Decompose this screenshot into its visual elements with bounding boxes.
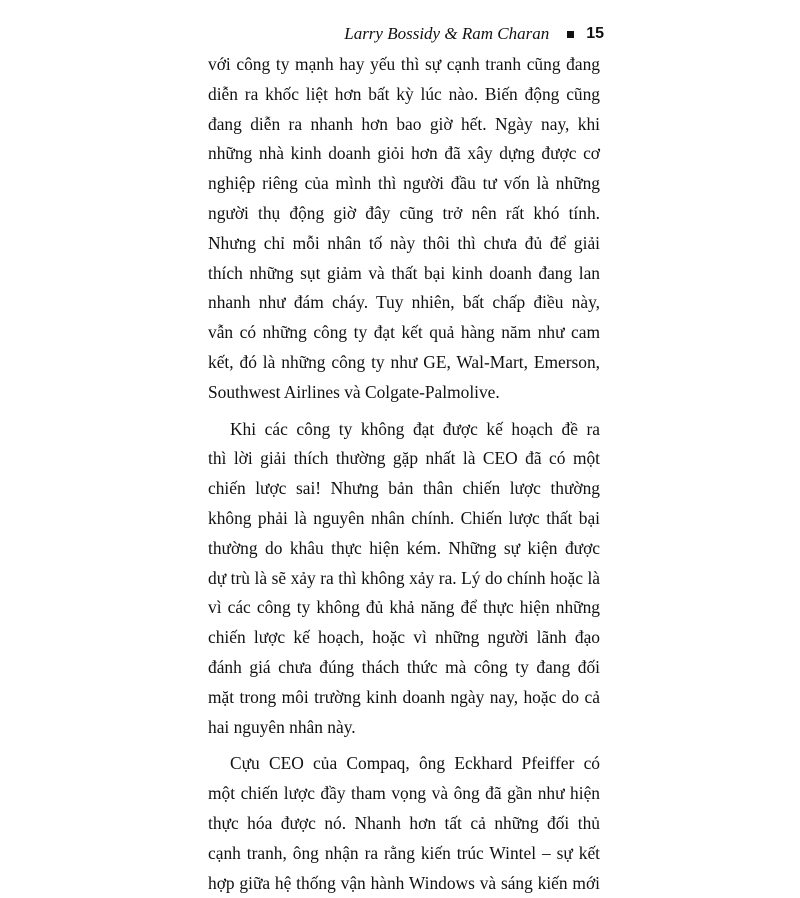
text-line: thích những sụt giảm và thất bại kinh doanh đang lan bbox=[208, 262, 600, 283]
text-line: với công ty mạnh hay yếu thì sự cạnh tranh cũng đang bbox=[208, 54, 600, 74]
text-line: Nhưng chỉ mỗi nhân tố này thôi thì chưa đủ để giải bbox=[208, 232, 600, 253]
text-line: chiến lược kế hoạch, hoặc vì những người lãnh đạo bbox=[208, 627, 600, 648]
text-line: thực hóa được nó. Nhanh hơn tất cả những đối thủ bbox=[208, 812, 600, 833]
paragraph-3 bbox=[208, 749, 600, 898]
text-line: thường do khâu thực hiện kém. Những sự kiện được bbox=[208, 537, 600, 558]
text-line: một chiến lược đầy tham vọng và ông đã gần như hiện bbox=[208, 783, 600, 804]
running-header bbox=[344, 22, 604, 46]
text-line: vì các công ty không đủ khả năng để thực hiện những bbox=[208, 597, 600, 618]
text-line: người thụ động giờ đây cũng trở nên rất khó tính. bbox=[208, 202, 600, 223]
text-line: đánh giá chưa đúng thách thức mà công ty đang đối bbox=[208, 656, 600, 677]
text-line: đang diễn ra nhanh hơn bao giờ hết. Ngày nay, khi bbox=[208, 113, 600, 134]
text-line: vẫn có những công ty đạt kết quả hàng năm như cam bbox=[208, 322, 600, 343]
text-line: mặt trong môi trường kinh doanh ngày nay, hoặc do cả bbox=[208, 686, 600, 707]
text-line: Khi các công ty không đạt được kế hoạch đề ra bbox=[230, 418, 600, 439]
body-text bbox=[208, 50, 600, 898]
text-line: Cựu CEO của Compaq, ông Eckhard Pfeiffer có bbox=[230, 753, 600, 774]
paragraph-spacing bbox=[208, 742, 600, 749]
text-line: nghiệp riêng của mình thì người đầu tư vốn là những bbox=[208, 173, 600, 194]
text-line: dự trù là sẽ xảy ra thì không xảy ra. Lý do chính hoặc là bbox=[208, 567, 600, 588]
header-authors: Larry Bossidy & Ram Charan bbox=[344, 24, 550, 43]
text-line: Southwest Airlines và Colgate-Palmolive. bbox=[208, 381, 500, 402]
header-separator-square bbox=[567, 31, 574, 38]
text-line: kết, đó là những công ty như GE, Wal-Mart, Emerson, bbox=[208, 351, 600, 372]
text-line: cạnh tranh, ông nhận ra rằng kiến trúc Wintel – sự kết bbox=[208, 842, 600, 863]
text-line: chiến lược sai! Nhưng bản thân chiến lược thường bbox=[208, 478, 600, 499]
page-number: 15 bbox=[586, 25, 604, 42]
text-line: diễn ra khốc liệt hơn bất kỳ lúc nào. Biến động cũng bbox=[208, 83, 600, 104]
text-line: nhanh như đám cháy. Tuy nhiên, bất chấp điều này, bbox=[208, 292, 600, 313]
paragraph-spacing bbox=[208, 408, 600, 415]
text-line: hai nguyên nhân này. bbox=[208, 716, 356, 737]
text-line: thì lời giải thích thường gặp nhất là CEO đã có một bbox=[208, 448, 600, 469]
text-line: hợp giữa hệ thống vận hành Windows và sáng kiến mới bbox=[208, 872, 600, 893]
text-line: những nhà kinh doanh giỏi hơn đã xây dựng được cơ bbox=[208, 143, 600, 164]
paragraph-1 bbox=[208, 50, 600, 408]
paragraph-2 bbox=[208, 415, 600, 743]
text-line: không phải là nguyên nhân chính. Chiến lược thất bại bbox=[208, 507, 600, 528]
